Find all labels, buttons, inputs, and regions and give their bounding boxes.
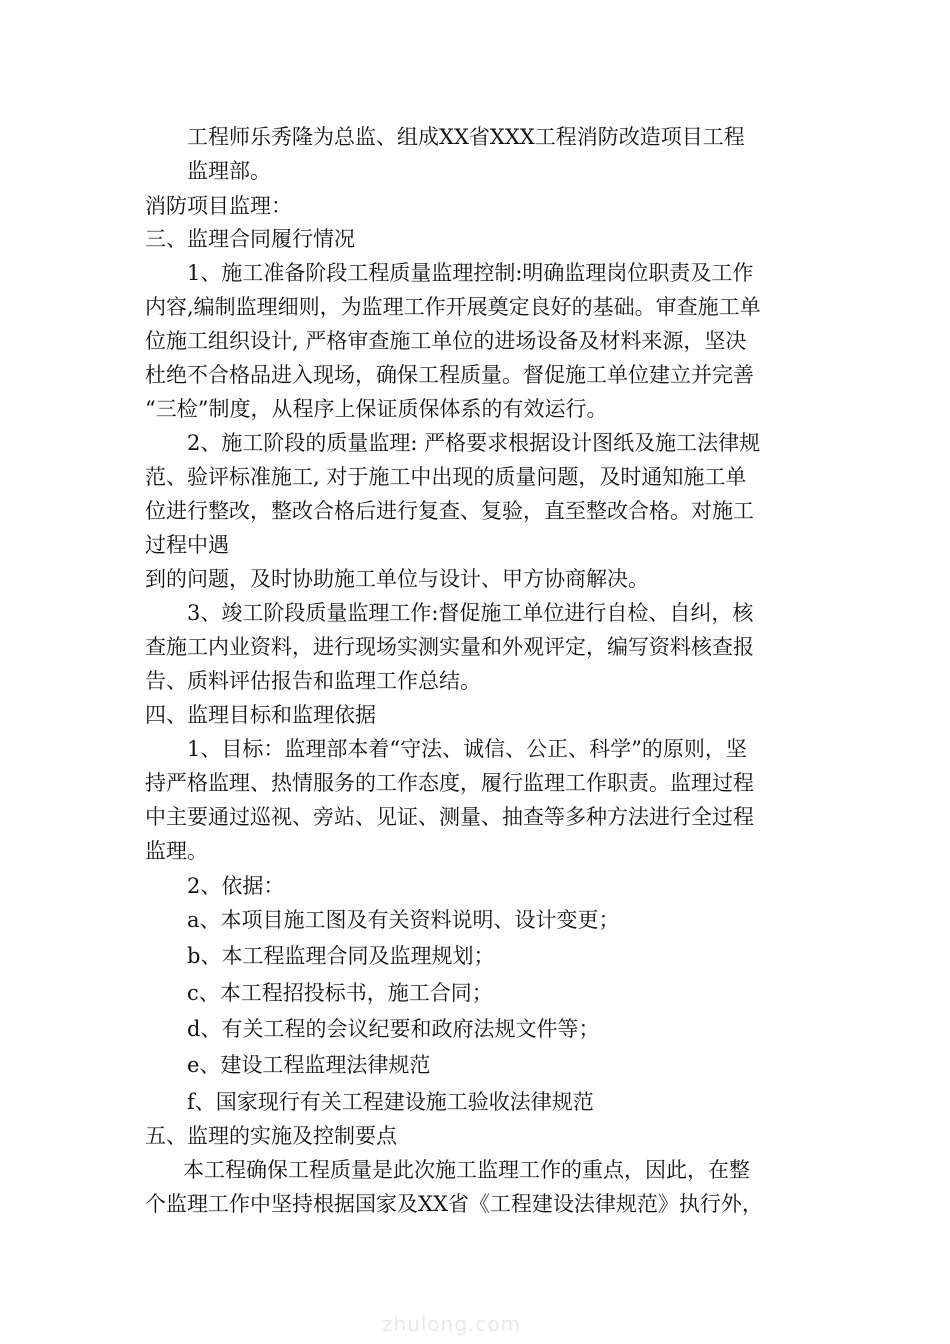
- text-line: 中主要通过巡视、旁站、见证、测量、抽查等多种方法进行全过程: [145, 805, 754, 829]
- text-line: 监理。: [145, 839, 208, 863]
- text-line: 持严格监理、热情服务的工作态度，履行监理工作职责。监理过程: [145, 771, 754, 795]
- text-line: 消防项目监理：: [145, 194, 292, 218]
- text-line: 2、依据：: [187, 874, 285, 898]
- text-line: 过程中遇: [145, 533, 229, 557]
- text-line: 范、验评标准施工, 对于施工中出现的质量问题，及时通知施工单: [145, 465, 747, 489]
- section-heading: 四、监理目标和监理依据: [145, 703, 376, 727]
- watermark: zhulong.com: [382, 1312, 522, 1336]
- text-line: 位进行整改，整改合格后进行复查、复验，直至整改合格。对施工: [145, 499, 754, 523]
- text-line: 1、施工准备阶段工程质量监理控制:明确监理岗位职责及工作: [187, 261, 754, 285]
- text-line: 本工程确保工程质量是此次施工监理工作的重点，因此，在整: [183, 1158, 750, 1182]
- text-line: 告、质料评估报告和监理工作总结。: [145, 669, 481, 693]
- list-item: b、本工程监理合同及监理规划；: [187, 944, 495, 968]
- text-line: 查施工内业资料，进行现场实测实量和外观评定，编写资料核查报: [145, 635, 754, 659]
- section-heading: 五、监理的实施及控制要点: [145, 1124, 397, 1148]
- list-item: e、建设工程监理法律规范: [187, 1053, 431, 1077]
- text-line: 3、竣工阶段质量监理工作:督促施工单位进行自检、自纠，核: [187, 601, 754, 625]
- text-line: 位施工组织设计, 严格审查施工单位的进场设备及材料来源，坚决: [145, 329, 747, 353]
- list-item: a、本项目施工图及有关资料说明、设计变更；: [187, 908, 620, 932]
- text-line: 2、施工阶段的质量监理: 严格要求根据设计图纸及施工法律规: [187, 431, 761, 455]
- text-line: 监理部。: [187, 159, 271, 183]
- list-item: c、本工程招投标书，施工合同；: [187, 981, 493, 1005]
- section-heading: 三、监理合同履行情况: [145, 227, 355, 251]
- list-item: d、有关工程的会议纪要和政府法规文件等；: [187, 1017, 600, 1041]
- text-line: 杜绝不合格品进入现场，确保工程质量。督促施工单位建立并完善: [145, 363, 754, 387]
- text-line: 内容,编制监理细则，为监理工作开展奠定良好的基础。审查施工单: [145, 295, 761, 319]
- text-line: “三检”制度，从程序上保证质保体系的有效运行。: [145, 397, 608, 421]
- list-item: f、国家现行有关工程建设施工验收法律规范: [187, 1090, 594, 1114]
- text-line: 到的问题，及时协助施工单位与设计、甲方协商解决。: [145, 567, 649, 591]
- text-line: 工程师乐秀隆为总监、组成XX省XXX工程消防改造项目工程: [187, 125, 745, 149]
- text-line: 个监理工作中坚持根据国家及XX省《工程建设法律规范》执行外，: [145, 1192, 763, 1216]
- text-line: 1、目标：监理部本着“守法、诚信、公正、科学”的原则，坚: [187, 737, 747, 761]
